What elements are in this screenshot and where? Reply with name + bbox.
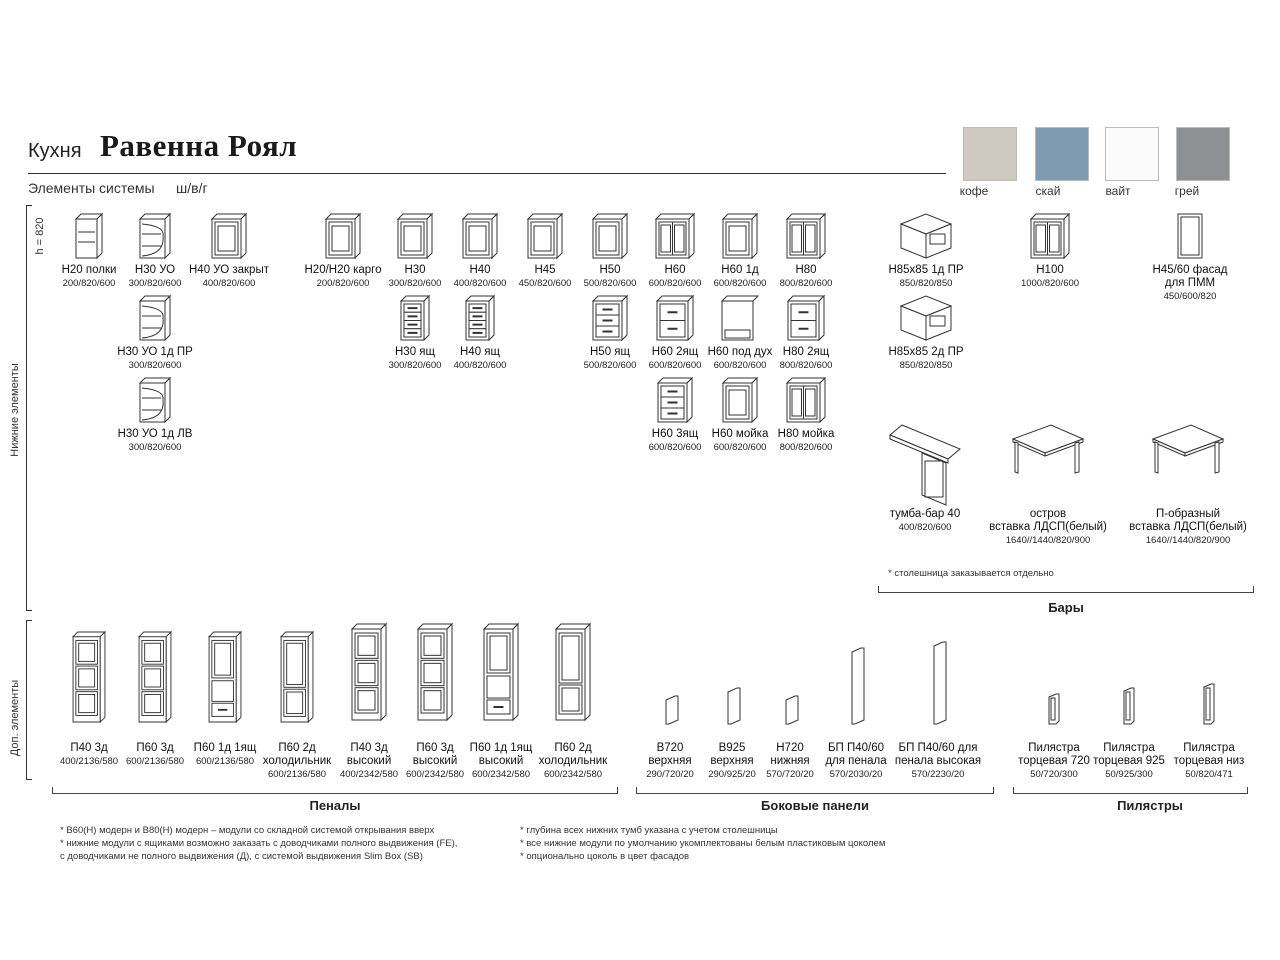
item-name: П60 3д [136, 742, 174, 754]
title-rule [28, 173, 946, 174]
panels-bracket [636, 787, 994, 794]
cabinet-door-icon [723, 378, 757, 422]
item-dims: 50/720/300 [1030, 769, 1078, 780]
footnotes-left [60, 824, 457, 863]
item-name-line2: пенала высокая [894, 755, 982, 767]
item-dims: 600/2136/580 [125, 756, 185, 767]
lower-bracket-top [26, 205, 32, 206]
bars-group-label: Бары [1048, 600, 1084, 615]
item-dims: 300/820/600 [128, 278, 182, 289]
item-dims: 400/2342/580 [339, 769, 399, 780]
item-name-line2: холодильник [538, 755, 608, 767]
cabinet-door2-icon [656, 214, 694, 258]
side-panel-icon [786, 696, 798, 724]
cabinet-door-icon [463, 214, 497, 258]
item-name: Н30 [404, 264, 426, 276]
extra-bracket-line [26, 620, 27, 780]
item-label [425, 346, 535, 372]
item-name: Н20 полки [61, 264, 117, 276]
swatch-1 [1035, 127, 1089, 181]
item-dims: 800/820/600 [779, 278, 833, 289]
item-name: БП П40/60 [827, 742, 885, 754]
item-dims: 600/820/600 [648, 278, 702, 289]
item-name: Н60 1д [721, 264, 759, 276]
item-label [871, 264, 981, 290]
item-label [751, 428, 861, 454]
item-name: Н85х85 1д ПР [888, 264, 964, 276]
item-dims: 450/600/820 [1163, 291, 1217, 302]
extra-bracket-bottom [26, 779, 32, 780]
item-dims: 50/820/471 [1185, 769, 1233, 780]
cabinet-open-icon [76, 214, 102, 258]
cabinet-door2-icon [1031, 214, 1069, 258]
item-label [186, 742, 264, 768]
item-label [116, 742, 194, 768]
item-name-line2: торцевая 925 [1093, 755, 1165, 767]
cabinet-round-icon [140, 296, 170, 340]
item-name: Н30 ящ [395, 346, 435, 358]
item-name-line2: высокий [412, 755, 458, 767]
item-dims: 1640//1440/820/900 [1005, 535, 1091, 546]
side-panel-icon [934, 642, 946, 724]
item-name: тумба-бар 40 [889, 508, 961, 520]
item-name: П60 1д 1ящ [469, 742, 533, 754]
tall-cabinet-icon [138, 632, 172, 722]
brand-label: Кухня [28, 140, 82, 162]
item-dims: 1640//1440/820/900 [1145, 535, 1231, 546]
extra-bracket-top [26, 620, 32, 621]
lower-bracket-line [26, 205, 27, 611]
item-name-line2: холодильник [262, 755, 332, 767]
bar-cabinet-icon [890, 425, 960, 505]
swatch-0 [963, 127, 1017, 181]
item-dims: 850/820/850 [899, 278, 953, 289]
bars-bracket [878, 586, 1254, 593]
tall-cabinet-icon [280, 632, 314, 722]
item-dims: 600/820/600 [713, 360, 767, 371]
item-label [462, 742, 540, 781]
item-dims: 400/2136/580 [59, 756, 119, 767]
item-name: Н60 под дух [707, 346, 773, 358]
item-dims: 850/820/850 [899, 360, 953, 371]
item-label [871, 346, 981, 372]
item-name-line2: верхняя [648, 755, 692, 767]
panels-group-label: Боковые панели [761, 798, 869, 813]
pilaster-icon [1124, 688, 1134, 724]
item-name: Н80 [795, 264, 817, 276]
item-label [978, 508, 1118, 547]
item-dims: 290/720/20 [646, 769, 694, 780]
item-name-line2: для пенала [825, 755, 887, 767]
lower-bracket-bottom [26, 610, 32, 611]
item-name-line2: высокий [478, 755, 524, 767]
cabinet-door-icon [593, 214, 627, 258]
item-dims: 570/2230/20 [911, 769, 965, 780]
extra-elements-label: Доп. элементы [9, 679, 21, 757]
item-dims: 600/2136/580 [267, 769, 327, 780]
item-name: П60 2д [554, 742, 592, 754]
item-dims: 450/820/600 [518, 278, 572, 289]
cabinet-door-icon [528, 214, 562, 258]
cabinet-drawers2-icon [788, 296, 824, 340]
item-name: П40 3д [350, 742, 388, 754]
item-name: Н50 [599, 264, 621, 276]
island-icon [1013, 425, 1083, 485]
cabinet-door-icon [326, 214, 360, 258]
footnotes-right [520, 824, 885, 863]
item-name-line2: вставка ЛДСП(белый) [989, 521, 1107, 533]
item-dims: 500/820/600 [583, 360, 637, 371]
item-dims: 300/820/600 [128, 360, 182, 371]
item-dims: 600/820/600 [648, 442, 702, 453]
item-name-line2: нижняя [770, 755, 810, 767]
item-name: Н30 УО 1д ЛВ [117, 428, 193, 440]
item-dims: 500/820/600 [583, 278, 637, 289]
swatch-2 [1105, 127, 1159, 181]
item-name: П40 3д [70, 742, 108, 754]
cabinet-door-icon [212, 214, 246, 258]
item-label [1014, 742, 1094, 781]
item-name: Н45/60 фасад [1152, 264, 1228, 276]
lower-elements-label: Нижние элементы [9, 363, 21, 457]
item-name: Н720 [776, 742, 804, 754]
pilasters-group-label: Пилястры [1117, 798, 1183, 813]
item-dims: 400/820/600 [453, 360, 507, 371]
cabinet-round-icon [140, 214, 170, 258]
height-label: h = 820 [34, 217, 46, 255]
item-name: Н60 мойка [711, 428, 769, 440]
item-name: Н80 мойка [777, 428, 835, 440]
item-name: Н40 УО закрыт [189, 264, 269, 276]
cabinet-facade-icon [1178, 214, 1202, 258]
item-name: Н20/Н20 карго [304, 264, 382, 276]
units-label: ш/в/г [176, 180, 208, 196]
item-dims: 600/2342/580 [543, 769, 603, 780]
item-dims: 50/925/300 [1105, 769, 1153, 780]
cabinet-door2-icon [787, 214, 825, 258]
item-dims: 200/820/600 [316, 278, 370, 289]
item-dims: 300/820/600 [388, 278, 442, 289]
item-name-line2: торцевая 720 [1018, 755, 1090, 767]
item-name: Н30 УО [134, 264, 176, 276]
item-name: Пилястра [1028, 742, 1080, 754]
tall-cabinet-icon [484, 622, 518, 722]
item-dims: 400/820/600 [453, 278, 507, 289]
item-label [258, 742, 336, 781]
swatch-3 [1176, 127, 1230, 181]
item-label [751, 346, 861, 372]
tall-cabinet-icon [72, 632, 106, 722]
pilaster-icon [1204, 684, 1214, 724]
item-dims: 570/2030/20 [829, 769, 883, 780]
cabinet-door2-icon [787, 378, 825, 422]
tall-cabinet-icon [556, 622, 590, 722]
item-dims: 800/820/600 [779, 442, 833, 453]
item-name: Пилястра [1183, 742, 1235, 754]
item-name: П-образный [1155, 508, 1221, 520]
item-dims: 200/820/600 [62, 278, 116, 289]
item-name: БП П40/60 для [898, 742, 978, 754]
footnote: * опционально цоколь в цвет фасадов [520, 851, 690, 862]
swatch-label: вайт [1105, 184, 1131, 198]
item-label [100, 346, 210, 372]
item-dims: 600/820/600 [648, 360, 702, 371]
item-name-line2: верхняя [710, 755, 754, 767]
cabinet-door-icon [723, 214, 757, 258]
item-dims: 600/2342/580 [471, 769, 531, 780]
item-name-line2: для ПММ [1164, 277, 1216, 289]
item-dims: 600/2342/580 [405, 769, 465, 780]
item-dims: 1000/820/600 [1020, 278, 1080, 289]
item-label [1169, 742, 1249, 781]
footnote: с доводчиками не полного выдвижения (Д), с системой выдвижения Slim Box (SB) [60, 851, 423, 862]
item-name: Н60 3ящ [651, 428, 699, 440]
item-label [174, 264, 284, 290]
item-name: Н50 ящ [590, 346, 630, 358]
cabinet-drawers3-icon [593, 296, 627, 340]
item-dims: 300/820/600 [128, 442, 182, 453]
item-label [1118, 508, 1258, 547]
footnote: * В60(Н) модерн и В80(Н) модерн – модули со складной системой открывания вверх [60, 825, 435, 836]
item-label [995, 264, 1105, 290]
tall-cabinet-icon [352, 622, 386, 722]
swatch-label: скай [1035, 184, 1061, 198]
item-name-line2: торцевая низ [1173, 755, 1245, 767]
item-name: Н45 [534, 264, 556, 276]
item-name: Н40 ящ [460, 346, 500, 358]
item-label [534, 742, 612, 781]
item-name-line2: высокий [346, 755, 392, 767]
item-dims: 570/720/20 [766, 769, 814, 780]
item-dims: 300/820/600 [388, 360, 442, 371]
pilasters-bracket [1013, 787, 1248, 794]
item-name: П60 2д [278, 742, 316, 754]
cabinet-corner-icon [901, 214, 951, 258]
cabinet-round-icon [140, 378, 170, 422]
side-panel-icon [852, 648, 864, 724]
cabinet-drawers4-icon [466, 296, 494, 340]
item-name: В925 [718, 742, 746, 754]
footnote: * нижние модули с ящиками возможно заказать с доводчиками полного выдвижения (FE), [60, 838, 458, 849]
item-label [810, 742, 902, 781]
item-dims: 600/820/600 [713, 278, 767, 289]
item-label [855, 508, 995, 534]
item-dims: 600/820/600 [713, 442, 767, 453]
tall-cabinet-icon [208, 632, 242, 722]
page-title: Равенна Роял [100, 128, 298, 163]
pilaster-icon [1049, 694, 1059, 724]
item-name: остров [1029, 508, 1067, 520]
item-dims: 290/925/20 [708, 769, 756, 780]
item-name: Н60 [664, 264, 686, 276]
footnote: * все нижние модули по умолчанию укомплектованы белым пластиковым цоколем [520, 838, 886, 849]
item-name: В720 [656, 742, 684, 754]
item-name: Н30 УО 1д ПР [117, 346, 193, 358]
swatch-label: кофе [959, 184, 989, 198]
side-panel-icon [728, 688, 740, 724]
cabinet-drawers4-icon [401, 296, 429, 340]
item-label [751, 264, 861, 290]
countertop-note: * столешница заказывается отдельно [888, 568, 1054, 579]
penals-bracket [52, 787, 618, 794]
subtitle: Элементы системы [28, 180, 155, 196]
item-name: П60 1д 1ящ [193, 742, 257, 754]
item-label [100, 428, 210, 454]
item-name: Н60 2ящ [651, 346, 699, 358]
item-label [1089, 742, 1169, 781]
cabinet-corner-icon [901, 296, 951, 340]
item-label [1135, 264, 1245, 303]
item-name: Н100 [1036, 264, 1064, 276]
item-dims: 600/2136/580 [195, 756, 255, 767]
item-label [892, 742, 984, 781]
island-icon [1153, 425, 1223, 485]
item-name: П60 3д [416, 742, 454, 754]
item-dims: 800/820/600 [779, 360, 833, 371]
swatch-label: грей [1174, 184, 1200, 198]
cabinet-oven-icon [722, 296, 758, 340]
footnote: * глубина всех нижних тумб указана с учетом столешницы [520, 825, 778, 836]
item-name: Пилястра [1103, 742, 1155, 754]
item-name: Н40 [469, 264, 491, 276]
cabinet-drawers3-icon [658, 378, 692, 422]
item-name-line2: вставка ЛДСП(белый) [1129, 521, 1247, 533]
item-name: Н85х85 2д ПР [888, 346, 964, 358]
item-dims: 400/820/600 [202, 278, 256, 289]
tall-cabinet-icon [418, 622, 452, 722]
cabinet-door-icon [398, 214, 432, 258]
side-panel-icon [666, 696, 678, 724]
penals-group-label: Пеналы [309, 798, 361, 813]
cabinet-drawers2-icon [657, 296, 693, 340]
item-dims: 400/820/600 [898, 522, 952, 533]
item-name: Н80 2ящ [782, 346, 830, 358]
